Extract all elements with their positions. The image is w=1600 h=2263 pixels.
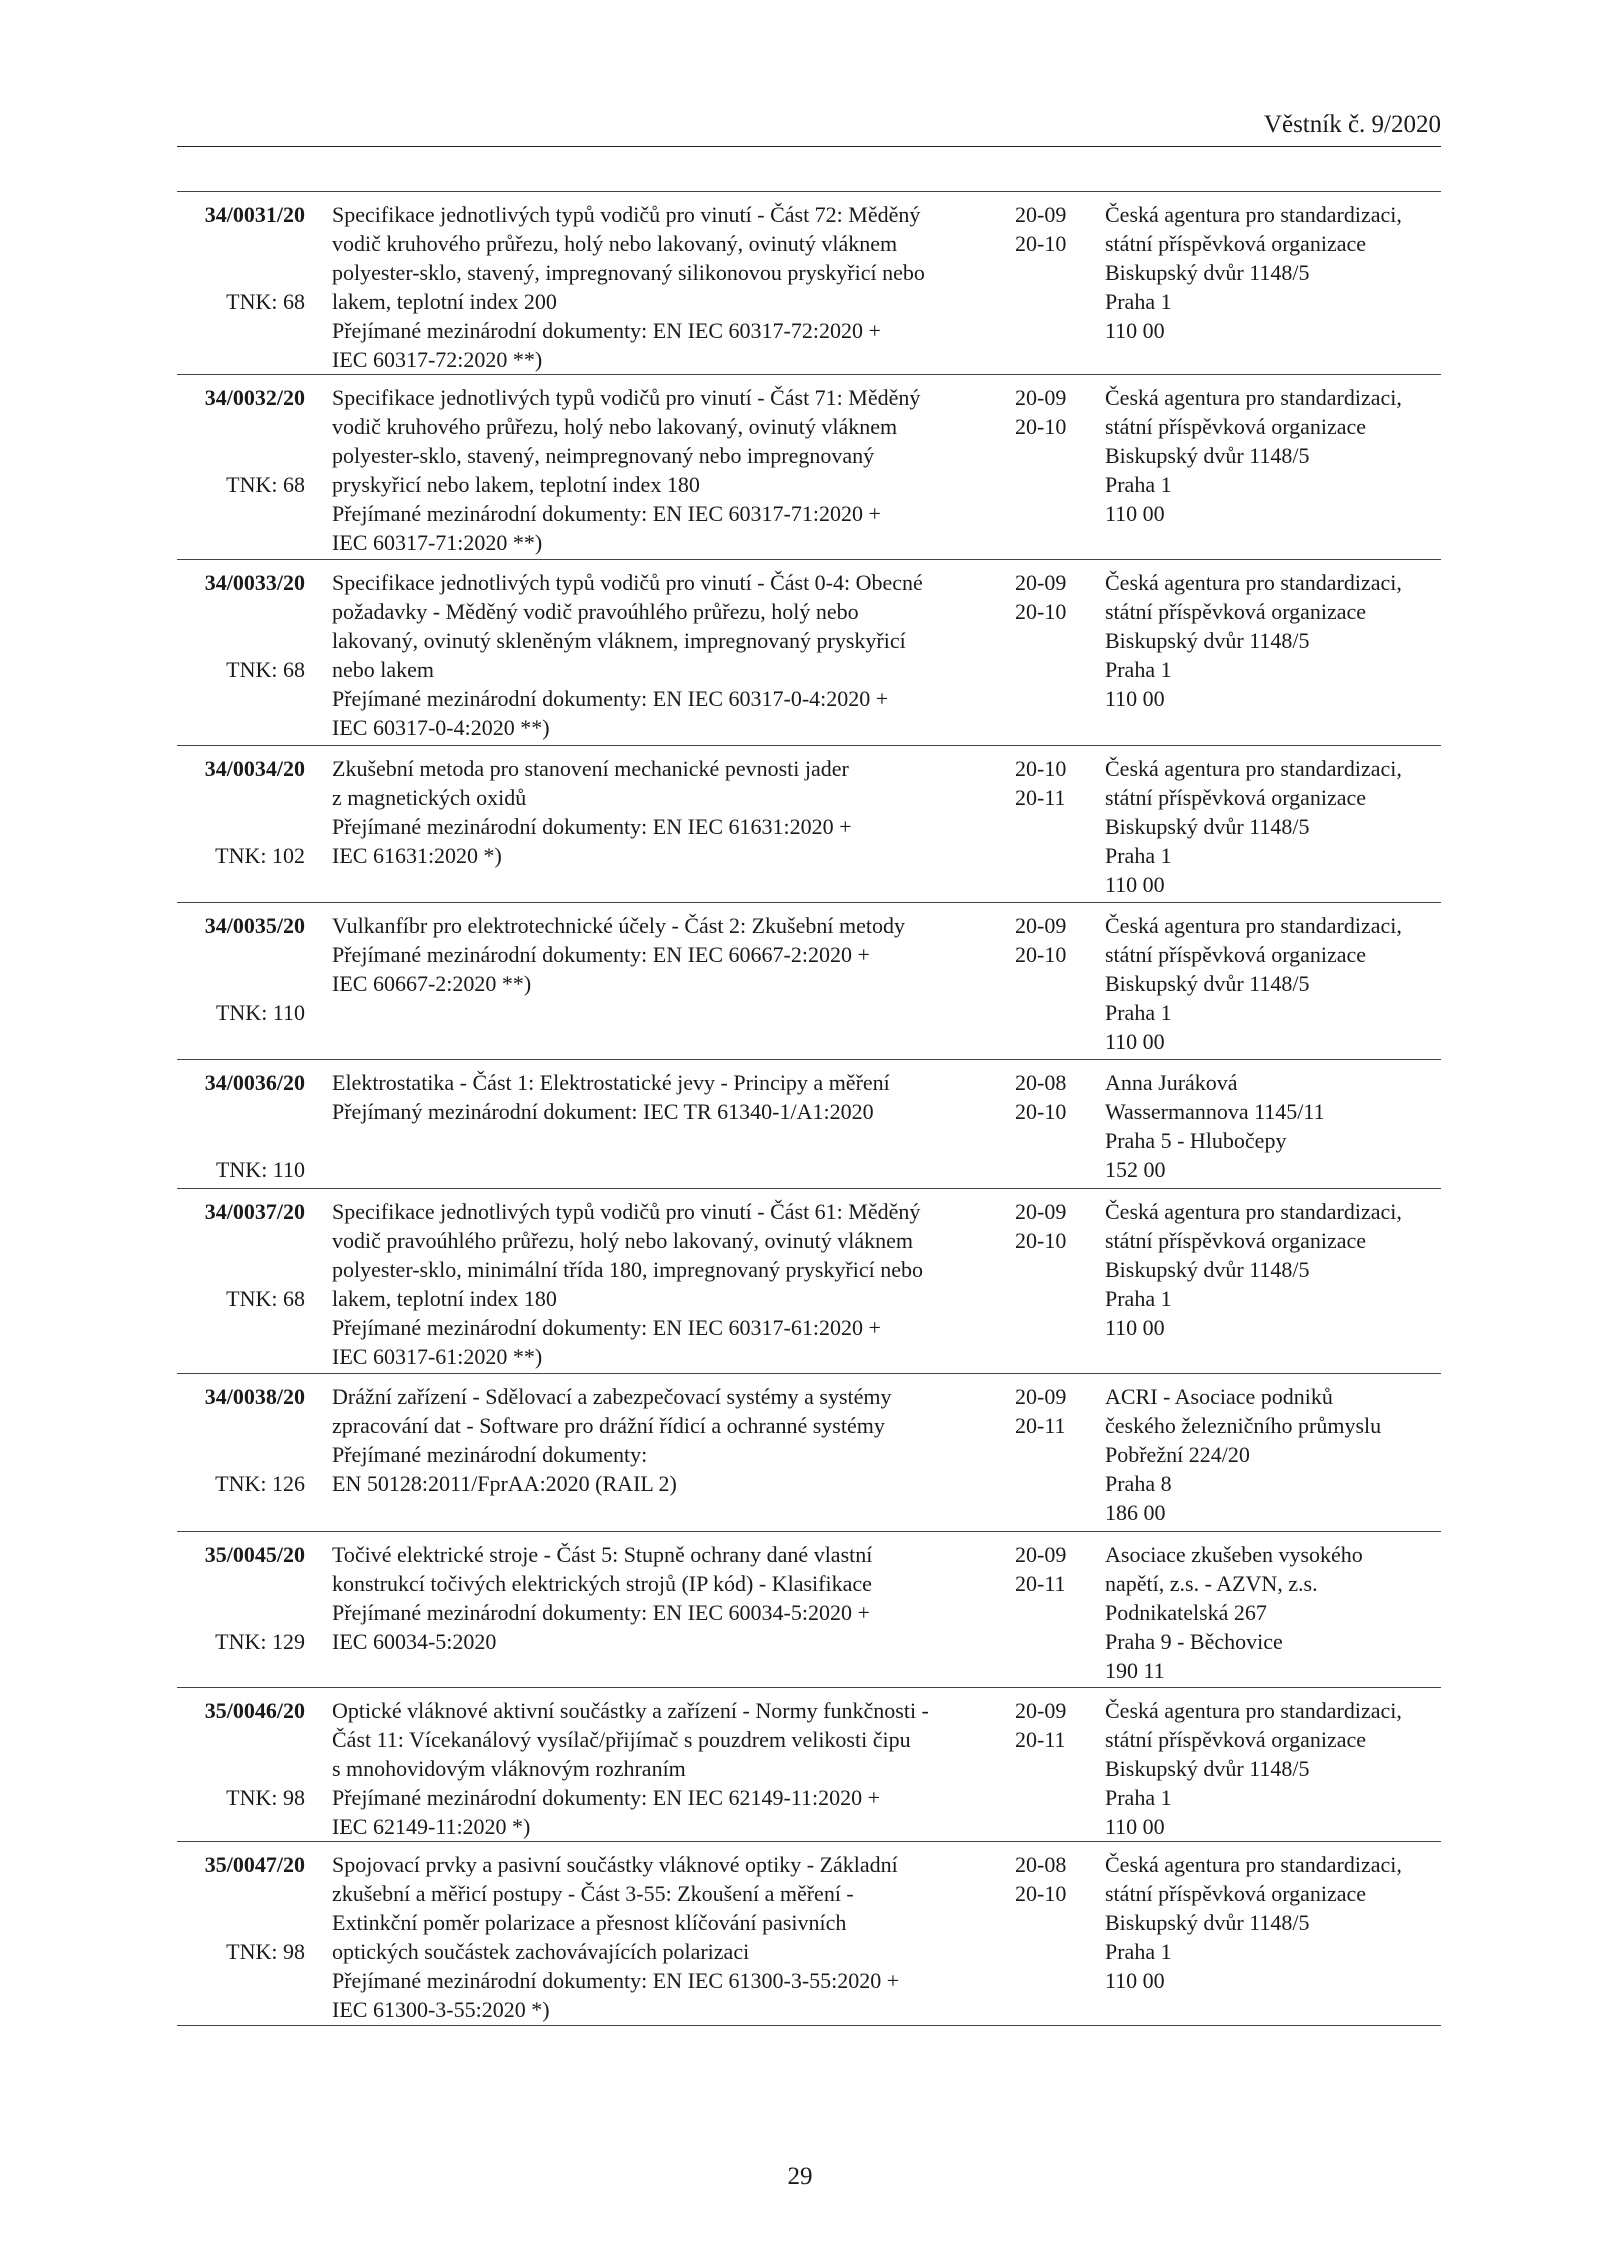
address-line: 152 00 [1105,1157,1166,1182]
date-code: 20-09 [1015,1698,1067,1723]
date-code: 20-10 [1015,942,1067,967]
date-code: 20-11 [1015,1571,1066,1596]
standard-number: 34/0036/20 [204,1070,305,1095]
standard-description [332,383,992,557]
date-code: 20-10 [1015,1228,1067,1253]
standard-description [332,911,992,998]
address-line: Podnikatelská 267 [1105,1600,1267,1625]
address-line: Praha 1 [1105,472,1172,497]
address-line: napětí, z.s. - AZVN, z.s. [1105,1571,1318,1596]
table-row [177,560,1441,746]
address-line: 110 00 [1105,686,1165,711]
tnk-label: TNK: 98 [226,1785,305,1810]
standard-description [332,1540,992,1656]
address-line: státní příspěvková organizace [1105,942,1367,967]
address-line: 110 00 [1105,501,1165,526]
description-line: Část 11: Vícekanálový vysílač/přijímač s pouzdrem velikosti čipu [332,1727,911,1752]
address-line: Biskupský dvůr 1148/5 [1105,260,1310,285]
organization-address [1105,754,1445,899]
description-line: Přejímaný mezinárodní dokument: IEC TR 61340-1/A1:2020 [332,1099,874,1124]
date-code: 20-09 [1015,202,1067,227]
table-row [177,375,1441,560]
address-line: Česká agentura pro standardizaci, [1105,1698,1402,1723]
date-code: 20-10 [1015,414,1067,439]
address-line: Asociace zkušeben vysokého [1105,1542,1363,1567]
description-line: IEC 60317-0-4:2020 **) [332,715,550,740]
table-row [177,903,1441,1060]
description-line: Přejímané mezinárodní dokumenty: EN IEC 60317-61:2020 + [332,1315,881,1340]
description-line: konstrukcí točivých elektrických strojů (IP kód) - Klasifikace [332,1571,872,1596]
standard-description [332,1382,992,1498]
date-code: 20-10 [1015,1881,1067,1906]
date-code: 20-10 [1015,756,1067,781]
description-line: Optické vláknové aktivní součástky a zařízení - Normy funkčnosti - [332,1698,929,1723]
description-line: vodič kruhového průřezu, holý nebo lakovaný, ovinutý vláknem [332,414,898,439]
address-line: Česká agentura pro standardizaci, [1105,1199,1402,1224]
description-line: Specifikace jednotlivých typů vodičů pro vinutí - Část 72: Měděný [332,202,921,227]
address-line: státní příspěvková organizace [1105,231,1367,256]
date-code: 20-10 [1015,1099,1067,1124]
organization-address [1105,200,1445,345]
date-codes [1015,1197,1085,1255]
tnk-label: TNK: 126 [215,1471,305,1496]
address-line: Česká agentura pro standardizaci, [1105,913,1402,938]
standards-table [177,191,1441,2026]
tnk-label: TNK: 68 [226,472,305,497]
date-code: 20-11 [1015,785,1066,810]
address-line: 186 00 [1105,1500,1166,1525]
description-line: polyester-sklo, minimální třída 180, impregnovaný pryskyřicí nebo [332,1257,924,1282]
address-line: Biskupský dvůr 1148/5 [1105,628,1310,653]
table-row [177,1060,1441,1189]
date-code: 20-08 [1015,1070,1067,1095]
description-line: zkušební a měřicí postupy - Část 3-55: Zkoušení a měření - [332,1881,854,1906]
description-line: lakem, teplotní index 200 [332,289,557,314]
standard-description [332,200,992,374]
description-line: pryskyřicí nebo lakem, teplotní index 180 [332,472,700,497]
organization-address [1105,911,1445,1056]
description-line: Přejímané mezinárodní dokumenty: EN IEC 61300-3-55:2020 + [332,1968,900,1993]
address-line: ACRI - Asociace podniků [1105,1384,1333,1409]
standard-number: 35/0045/20 [204,1542,305,1567]
address-line: Pobřežní 224/20 [1105,1442,1250,1467]
standard-number: 35/0046/20 [204,1698,305,1723]
table-row [177,1532,1441,1688]
date-codes [1015,568,1085,626]
description-line: IEC 61631:2020 *) [332,843,502,868]
description-line: IEC 60667-2:2020 **) [332,971,532,996]
description-line: nebo lakem [332,657,435,682]
date-codes [1015,1696,1085,1754]
description-line: Specifikace jednotlivých typů vodičů pro vinutí - Část 71: Měděný [332,385,921,410]
address-line: 110 00 [1105,1968,1165,1993]
description-line: IEC 62149-11:2020 *) [332,1814,531,1839]
address-line: Biskupský dvůr 1148/5 [1105,1756,1310,1781]
standard-description [332,1197,992,1371]
date-codes [1015,911,1085,969]
standard-description [332,1696,992,1841]
address-line: Anna Juráková [1105,1070,1238,1095]
organization-address [1105,1068,1445,1184]
date-code: 20-09 [1015,1199,1067,1224]
organization-address [1105,1382,1445,1527]
description-line: vodič kruhového průřezu, holý nebo lakovaný, ovinutý vláknem [332,231,898,256]
address-line: Česká agentura pro standardizaci, [1105,202,1402,227]
address-line: českého železničního průmyslu [1105,1413,1382,1438]
description-line: Přejímané mezinárodní dokumenty: EN IEC 61631:2020 + [332,814,852,839]
address-line: 190 11 [1105,1658,1165,1683]
address-line: 110 00 [1105,1029,1165,1054]
address-line: Praha 1 [1105,657,1172,682]
description-line: polyester-sklo, stavený, neimpregnovaný nebo impregnovaný [332,443,875,468]
description-line: Drážní zařízení - Sdělovací a zabezpečovací systémy a systémy [332,1384,892,1409]
address-line: 110 00 [1105,318,1165,343]
address-line: Praha 1 [1105,1939,1172,1964]
date-codes [1015,1068,1085,1126]
address-line: státní příspěvková organizace [1105,1727,1367,1752]
address-line: státní příspěvková organizace [1105,1881,1367,1906]
description-line: Přejímané mezinárodní dokumenty: EN IEC 62149-11:2020 + [332,1785,881,1810]
address-line: státní příspěvková organizace [1105,785,1367,810]
description-line: Zkušební metoda pro stanovení mechanické pevnosti jader [332,756,849,781]
standard-number: 34/0035/20 [204,913,305,938]
date-codes [1015,1850,1085,1908]
description-line: Specifikace jednotlivých typů vodičů pro vinutí - Část 0-4: Obecné [332,570,923,595]
description-line: Spojovací prvky a pasivní součástky vláknové optiky - Základní [332,1852,898,1877]
address-line: Praha 1 [1105,289,1172,314]
table-row [177,746,1441,903]
date-codes [1015,754,1085,812]
description-line: požadavky - Měděný vodič pravoúhlého průřezu, holý nebo [332,599,859,624]
description-line: Přejímané mezinárodní dokumenty: EN IEC 60317-72:2020 + [332,318,881,343]
address-line: 110 00 [1105,1315,1165,1340]
address-line: státní příspěvková organizace [1105,414,1367,439]
standard-number: 34/0034/20 [204,756,305,781]
table-row [177,1374,1441,1532]
description-line: Extinkční poměr polarizace a přesnost klíčování pasivních [332,1910,847,1935]
address-line: státní příspěvková organizace [1105,1228,1367,1253]
date-code: 20-10 [1015,599,1067,624]
date-code: 20-09 [1015,1384,1067,1409]
address-line: 110 00 [1105,872,1165,897]
description-line: vodič pravoúhlého průřezu, holý nebo lakovaný, ovinutý vláknem [332,1228,914,1253]
description-line: lakem, teplotní index 180 [332,1286,557,1311]
description-line: optických součástek zachovávajících polarizaci [332,1939,750,1964]
standard-description [332,1850,992,2024]
description-line: Přejímané mezinárodní dokumenty: EN IEC 60034-5:2020 + [332,1600,870,1625]
table-row [177,1842,1441,2026]
tnk-label: TNK: 68 [226,1286,305,1311]
date-code: 20-09 [1015,570,1067,595]
date-codes [1015,200,1085,258]
date-code: 20-09 [1015,385,1067,410]
address-line: Wassermannova 1145/11 [1105,1099,1325,1124]
address-line: Praha 1 [1105,1785,1172,1810]
standard-number: 34/0031/20 [204,202,305,227]
tnk-label: TNK: 129 [215,1629,305,1654]
description-line: IEC 60034-5:2020 [332,1629,497,1654]
standard-number: 34/0038/20 [204,1384,305,1409]
standard-number: 34/0033/20 [204,570,305,595]
bulletin-title: Věstník č. 9/2020 [1263,111,1441,138]
address-line: Praha 1 [1105,1286,1172,1311]
table-row [177,1189,1441,1374]
address-line: Česká agentura pro standardizaci, [1105,1852,1402,1877]
description-line: Vulkanfíbr pro elektrotechnické účely - Část 2: Zkušební metody [332,913,905,938]
organization-address [1105,383,1445,528]
address-line: Česká agentura pro standardizaci, [1105,385,1402,410]
tnk-label: TNK: 110 [215,1000,305,1025]
description-line: zpracování dat - Software pro drážní řídicí a ochranné systémy [332,1413,885,1438]
address-line: Biskupský dvůr 1148/5 [1105,971,1310,996]
date-code: 20-10 [1015,231,1067,256]
organization-address [1105,1850,1445,1995]
address-line: Biskupský dvůr 1148/5 [1105,1910,1310,1935]
address-line: Praha 9 - Běchovice [1105,1629,1283,1654]
date-codes [1015,1382,1085,1440]
description-line: Elektrostatika - Část 1: Elektrostatické jevy - Principy a měření [332,1070,890,1095]
tnk-label: TNK: 102 [215,843,305,868]
page-header [177,110,1441,147]
address-line: Česká agentura pro standardizaci, [1105,570,1402,595]
description-line: IEC 61300-3-55:2020 *) [332,1997,550,2022]
description-line: s mnohovidovým vláknovým rozhraním [332,1756,686,1781]
standard-number: 34/0032/20 [204,385,305,410]
description-line: Přejímané mezinárodní dokumenty: EN IEC 60317-0-4:2020 + [332,686,889,711]
table-row [177,192,1441,375]
tnk-label: TNK: 110 [215,1157,305,1182]
standard-description [332,1068,992,1126]
description-line: IEC 60317-71:2020 **) [332,530,543,555]
description-line: IEC 60317-61:2020 **) [332,1344,543,1369]
description-line: Točivé elektrické stroje - Část 5: Stupně ochrany dané vlastní [332,1542,873,1567]
address-line: Praha 1 [1105,843,1172,868]
address-line: Praha 5 - Hlubočepy [1105,1128,1287,1153]
address-line: Biskupský dvůr 1148/5 [1105,1257,1310,1282]
date-code: 20-11 [1015,1413,1066,1438]
description-line: Přejímané mezinárodní dokumenty: [332,1442,648,1467]
description-line: IEC 60317-72:2020 **) [332,347,543,372]
date-code: 20-11 [1015,1727,1066,1752]
tnk-label: TNK: 98 [226,1939,305,1964]
table-row [177,1688,1441,1842]
description-line: z magnetických oxidů [332,785,527,810]
standard-description [332,754,992,870]
standard-number: 35/0047/20 [204,1852,305,1877]
tnk-label: TNK: 68 [226,289,305,314]
organization-address [1105,1197,1445,1342]
date-code: 20-09 [1015,913,1067,938]
date-code: 20-09 [1015,1542,1067,1567]
description-line: polyester-sklo, stavený, impregnovaný silikonovou pryskyřicí nebo [332,260,925,285]
description-line: EN 50128:2011/FprAA:2020 (RAIL 2) [332,1471,677,1496]
description-line: Přejímané mezinárodní dokumenty: EN IEC 60667-2:2020 + [332,942,870,967]
address-line: Biskupský dvůr 1148/5 [1105,443,1310,468]
organization-address [1105,1696,1445,1841]
address-line: Praha 8 [1105,1471,1172,1496]
description-line: Specifikace jednotlivých typů vodičů pro vinutí - Část 61: Měděný [332,1199,921,1224]
description-line: lakovaný, ovinutý skleněným vláknem, impregnovaný pryskyřicí [332,628,906,653]
organization-address [1105,568,1445,713]
tnk-label: TNK: 68 [226,657,305,682]
date-codes [1015,383,1085,441]
date-codes [1015,1540,1085,1598]
standard-number: 34/0037/20 [204,1199,305,1224]
organization-address [1105,1540,1445,1685]
page-number: 29 [787,2163,813,2190]
description-line: Přejímané mezinárodní dokumenty: EN IEC 60317-71:2020 + [332,501,881,526]
standard-description [332,568,992,742]
address-line: 110 00 [1105,1814,1165,1839]
address-line: Česká agentura pro standardizaci, [1105,756,1402,781]
date-code: 20-08 [1015,1852,1067,1877]
address-line: Praha 1 [1105,1000,1172,1025]
address-line: Biskupský dvůr 1148/5 [1105,814,1310,839]
address-line: státní příspěvková organizace [1105,599,1367,624]
